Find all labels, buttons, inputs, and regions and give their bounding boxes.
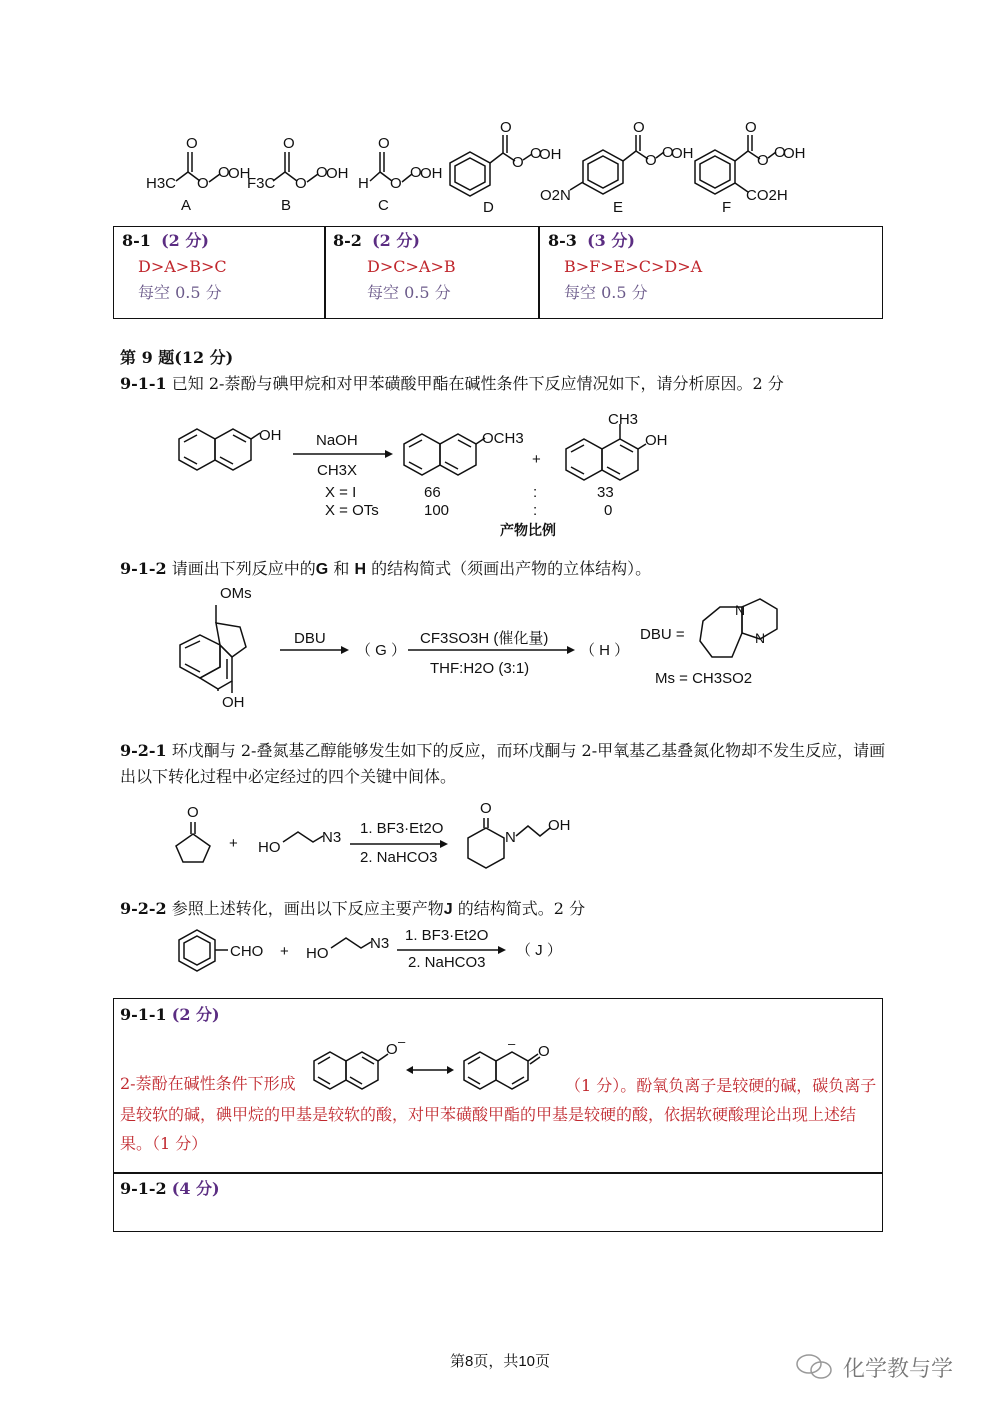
answer-9-1-2-header: 9-1-2 (4 分) [120,1179,220,1198]
svg-text:O: O [538,1043,550,1060]
ratio-table [325,484,614,538]
svg-text:DBU =: DBU = [640,626,685,643]
svg-text:CH3X: CH3X [317,462,358,479]
page-number: 第8页，共10页 [450,1353,551,1370]
cyclopentanone [176,804,210,862]
compound-f [695,119,806,216]
svg-text:产物比例: 产物比例 [500,522,556,538]
svg-text:O: O [512,154,524,171]
answer-8-2: 8-2 (2 分) D>C>A>B 每空 0.5 分 [333,231,456,302]
svg-text:O2N: O2N [540,187,571,204]
svg-text:OCH3: OCH3 [482,430,524,447]
watermark: 化学教与学 [843,1356,954,1381]
svg-text:O: O [774,144,786,161]
svg-text:CF3SO3H (催化量): CF3SO3H (催化量) [420,630,549,647]
compound-c [358,135,443,214]
svg-text:OH: OH [326,165,349,182]
scheme-2 [0,585,1000,725]
scheme-4 [0,920,1000,980]
svg-text:OH: OH [222,694,245,711]
svg-text:OH: OH [645,432,668,449]
svg-text:Ms = CH3SO2: Ms = CH3SO2 [655,670,753,687]
naphthol-substrate [179,427,282,470]
svg-text:N: N [755,630,766,646]
svg-text:O: O [186,135,198,152]
answer-table-8 [113,226,883,319]
svg-text:F: F [722,199,732,216]
svg-text:N: N [505,829,516,846]
svg-text:2. NaHCO3: 2. NaHCO3 [360,849,438,866]
svg-text:66: 66 [424,484,441,501]
svg-text:O: O [378,135,390,152]
svg-text:THF:H2O (3:1): THF:H2O (3:1) [430,660,530,677]
svg-text:1. BF3·Et2O: 1. BF3·Et2O [405,927,489,944]
svg-text:X = I: X = I [325,484,357,501]
svg-text:O: O [633,119,645,136]
svg-text:OH: OH [420,165,443,182]
svg-text:O: O [662,144,674,161]
svg-text:2. NaHCO3: 2. NaHCO3 [408,954,486,971]
svg-text:B: B [281,197,292,214]
lactam-product [468,800,571,868]
svg-text:CO2H: CO2H [746,187,788,204]
svg-text:O: O [386,1041,398,1058]
answer-8-3: 8-3 (3 分) B>F>E>C>D>A 每空 0.5 分 [548,231,703,302]
svg-text:F3C: F3C [247,175,276,192]
answer-8-1: 8-1 (2 分) D>A>B>C 每空 0.5 分 [122,231,227,302]
svg-text:CH3: CH3 [608,411,639,428]
scheme-1 [0,400,1000,560]
svg-text:–: – [508,1036,516,1051]
answer-9-1-1-lead: 2-萘酚在碱性条件下形成 [120,1074,296,1093]
product-c-methyl-naphthol [566,411,668,480]
svg-text:OH: OH [259,427,282,444]
svg-text:+: + [532,451,541,468]
svg-text:O: O [410,164,422,181]
svg-text:H3C: H3C [146,175,177,192]
svg-text:N3: N3 [370,935,390,952]
azidoethanol-2 [306,935,389,962]
dbu-structure [700,599,777,657]
svg-text:O: O [757,152,769,169]
svg-text:OMs: OMs [220,585,252,602]
answer-9-1-1-text: （1 分）。酚氧负离子是较硬的碱，碳负离子是较软的碱，碘甲烷的甲基是较软的酸，对甲苯磺酸甲酯的甲基是较硬的酸，依据软硬酸理论出现上述结果。（1 分） [120,1076,877,1153]
svg-text:–: – [398,1034,406,1049]
svg-text:+: + [229,835,238,852]
svg-text:H: H [358,175,369,192]
svg-text:O: O [530,145,542,162]
svg-text:（ H ）: （ H ） [580,642,630,659]
section-9-title: 第 9 题(12 分) [120,348,234,367]
question-9-1-2: 9-1-2 请画出下列反应中的G 和 H 的结构简式（须画出产物的立体结构）。 [120,559,652,578]
svg-text::: : [533,502,538,519]
svg-text:X = OTs: X = OTs [325,502,379,519]
question-9-2-2: 9-2-2 参照上述转化，画出以下反应主要产物J 的结构简式。2 分 [120,899,586,918]
answer-9-1-1-header: 9-1-1 (2 分) [120,1005,220,1024]
svg-text:CHO: CHO [230,943,264,960]
azidoethanol [258,829,341,856]
benzaldehyde [179,930,263,971]
svg-text:OH: OH [548,817,571,834]
svg-text:NaOH: NaOH [316,432,358,449]
svg-text:OH: OH [228,165,251,182]
compound-b [247,135,349,214]
svg-text:（ J ）: （ J ） [516,942,562,959]
svg-text:O: O [187,804,199,821]
svg-text:OH: OH [783,145,806,162]
svg-text:33: 33 [597,484,614,501]
svg-text:DBU: DBU [294,630,326,647]
scheme-3 [0,800,1000,890]
product-methyl-ether [404,430,524,475]
svg-text:100: 100 [424,502,450,519]
svg-text:0: 0 [604,502,613,519]
svg-text:O: O [390,175,402,192]
svg-text:1. BF3·Et2O: 1. BF3·Et2O [360,820,444,837]
svg-text:A: A [181,197,192,214]
svg-text:O: O [283,135,295,152]
wechat-icon [795,1352,835,1382]
svg-text:OH: OH [671,145,694,162]
svg-text:O: O [197,175,209,192]
svg-text:N3: N3 [322,829,342,846]
svg-text:O: O [745,119,757,136]
svg-text:D: D [483,199,494,216]
svg-text:O: O [500,119,512,136]
svg-text:O: O [295,175,307,192]
svg-text:HO: HO [306,945,329,962]
svg-text::: : [533,484,538,501]
compound-e [540,119,694,216]
svg-text:HO: HO [258,839,281,856]
svg-text:O: O [645,152,657,169]
svg-text:OH: OH [539,146,562,163]
svg-text:O: O [218,164,230,181]
svg-text:E: E [613,199,624,216]
svg-text:+: + [280,943,289,960]
svg-text:（ G ）: （ G ） [356,642,407,659]
svg-text:N: N [735,602,746,618]
tricyclic-substrate [180,585,252,711]
compound-a [146,135,251,214]
question-9-2-1: 9-2-1 环戊酮与 2-叠氮基乙醇能够发生如下的反应，而环戊酮与 2-甲氧基乙基叠氮化物却不发生反应，请画出以下转化过程中必定经过的四个关键中间体。 [120,741,886,786]
question-9-1-1: 9-1-1 已知 2-萘酚与碘甲烷和对甲苯磺酸甲酯在碱性条件下反应情况如下，请分析原因。2 分 [120,374,784,393]
svg-text:O: O [480,800,492,817]
svg-text:C: C [378,197,389,214]
compound-structures [0,0,1000,230]
svg-text:O: O [316,164,328,181]
